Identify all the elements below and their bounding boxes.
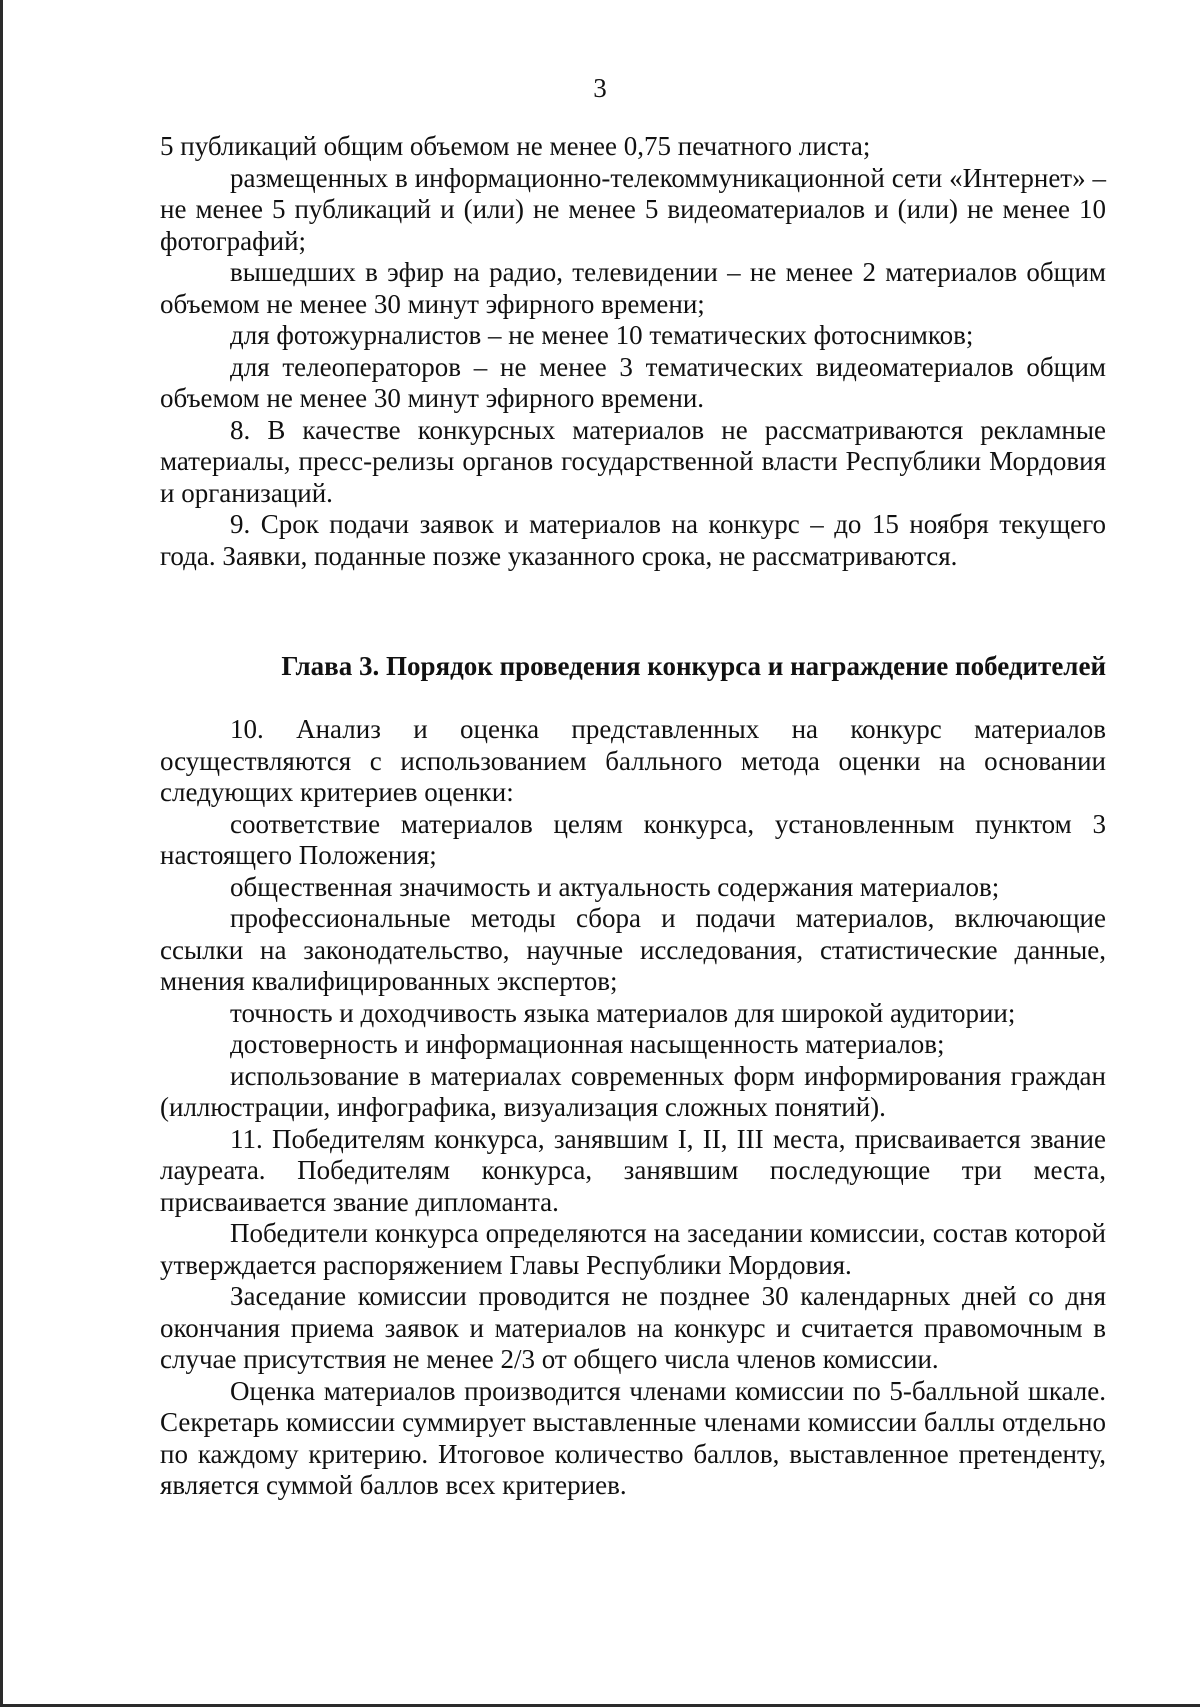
paragraph: общественная значимость и актуальность содержания материалов;: [230, 871, 1000, 902]
paragraph: 11. Победителям конкурса, занявшим I, II, III места, присваивается звание лауреата. Победителям конкурса, занявшим последующие три места, присваивается звание дипломанта.: [160, 1123, 1106, 1217]
paragraph: соответствие материалов целям конкурса, установленным пунктом 3 настоящего Положения;: [160, 808, 1106, 870]
paragraph: 8. В качестве конкурсных материалов не рассматриваются рекламные материалы, пресс-релизы органов государственной власти Республики Мордовия и организаций.: [160, 414, 1106, 508]
body-text-upper: [160, 131, 1106, 572]
paragraph: Оценка материалов производится членами комиссии по 5-балльной шкале. Секретарь комиссии суммирует выставленные членами комиссии баллы отдельно по каждому критерию. Итоговое количество баллов, выставленное претенденту, является суммой баллов всех критериев.: [160, 1375, 1106, 1500]
paragraph: 5 публикаций общим объемом не менее 0,75 печатного листа;: [160, 131, 871, 161]
paragraph: вышедших в эфир на радио, телевидении – не менее 2 материалов общим объемом не менее 30 минут эфирного времени;: [160, 257, 1106, 319]
paragraph: Победители конкурса определяются на заседании комиссии, состав которой утверждается распоряжением Главы Республики Мордовия.: [160, 1218, 1106, 1280]
paragraph: для телеоператоров – не менее 3 тематических видеоматериалов общим объемом не менее 30 минут эфирного времени.: [160, 351, 1106, 413]
paragraph: для фотожурналистов – не менее 10 тематических фотоснимков;: [230, 320, 974, 350]
scan-left-edge: [0, 0, 3, 1707]
paragraph: профессиональные методы сбора и подачи материалов, включающие ссылки на законодательство, научные исследования, статистические данные, мнения квалифицированных экспертов;: [160, 903, 1106, 996]
page-number: 3: [593, 73, 607, 103]
paragraph: 10. Анализ и оценка представленных на конкурс материалов осуществляются с использованием балльного метода оценки на основании следующих критериев оценки:: [160, 714, 1106, 807]
body-text-lower: [160, 714, 1106, 1502]
paragraph: использование в материалах современных форм информирования граждан (иллюстрации, инфографика, визуализация сложных понятий).: [160, 1060, 1106, 1122]
paragraph: размещенных в информационно-телекоммуникационной сети «Интернет» – не менее 5 публикаций и (или) не менее 5 видеоматериалов и (или) не менее 10 фотографий;: [160, 162, 1106, 256]
chapter-heading: Глава 3. Порядок проведения конкурса и награждение победителей: [281, 651, 1106, 681]
paragraph: Заседание комиссии проводится не позднее 30 календарных дней со дня окончания приема заявок и материалов на конкурс и считается правомочным в случае присутствия не менее 2/3 от общего числа членов комиссии.: [160, 1281, 1106, 1374]
paragraph: достоверность и информационная насыщенность материалов;: [230, 1029, 945, 1059]
paragraph: точность и доходчивость языка материалов для широкой аудитории;: [230, 997, 1016, 1028]
paragraph: 9. Срок подачи заявок и материалов на конкурс – до 15 ноября текущего года. Заявки, поданные позже указанного срока, не рассматриваются.: [160, 509, 1106, 571]
